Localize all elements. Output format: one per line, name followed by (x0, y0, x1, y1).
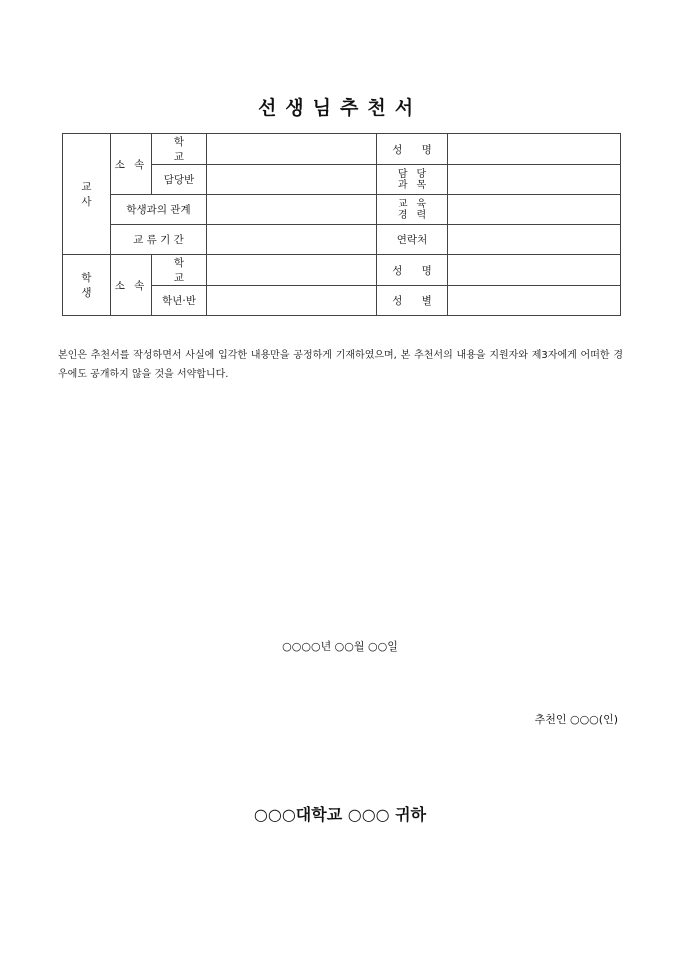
teacher-section-label: 교 사 (63, 134, 111, 255)
teacher-school-label: 학 교 (152, 134, 207, 165)
student-name-label: 성 명 (377, 255, 448, 286)
career-label-bottom: 경력 (397, 209, 436, 221)
teacher-school-field[interactable] (207, 134, 377, 165)
date-line: ○○○○년 ○○월 ○○일 (282, 640, 398, 653)
gender-field[interactable] (448, 286, 621, 316)
contact-label: 연락처 (377, 225, 448, 255)
recommender-signature: 추천인 ○○○(인) (534, 713, 618, 726)
relation-label: 학생과의 관계 (111, 195, 207, 225)
career-label-top: 교육 (397, 198, 436, 210)
pledge-statement: 본인은 추천서를 작성하면서 사실에 입각한 내용만을 공정하게 기재하였으며, 본 추천서의 내용을 지원자와 제3자에게 어떠한 경우에도 공개하지 않을 것을 서약합니다. (58, 350, 623, 380)
teacher-affiliation-label: 소 속 (111, 134, 152, 195)
teacher-name-label: 성 명 (377, 134, 448, 165)
subject-field[interactable] (448, 165, 621, 195)
student-school-field[interactable] (207, 255, 377, 286)
period-field[interactable] (207, 225, 377, 255)
student-school-label: 학 교 (152, 255, 207, 286)
relation-field[interactable] (207, 195, 377, 225)
addressee-line: ○○○대학교 ○○○ 귀하 (253, 805, 427, 824)
homeroom-label: 담당반 (152, 165, 207, 195)
student-affiliation-label: 소 속 (111, 255, 152, 316)
subject-label-top: 담당 (397, 168, 436, 180)
teacher-name-field[interactable] (448, 134, 621, 165)
homeroom-field[interactable] (207, 165, 377, 195)
subject-label (377, 165, 448, 195)
subject-label-bottom: 과목 (397, 179, 436, 191)
gender-label: 성 별 (377, 286, 448, 316)
student-section-label: 학 생 (63, 255, 111, 316)
document-title: 선생님추천서 (257, 97, 423, 119)
career-label (377, 195, 448, 225)
career-field[interactable] (448, 195, 621, 225)
recommendation-form-table (62, 133, 621, 316)
grade-class-field[interactable] (207, 286, 377, 316)
student-name-field[interactable] (448, 255, 621, 286)
grade-class-label: 학년·반 (152, 286, 207, 316)
period-label: 교 류 기 간 (111, 225, 207, 255)
contact-field[interactable] (448, 225, 621, 255)
